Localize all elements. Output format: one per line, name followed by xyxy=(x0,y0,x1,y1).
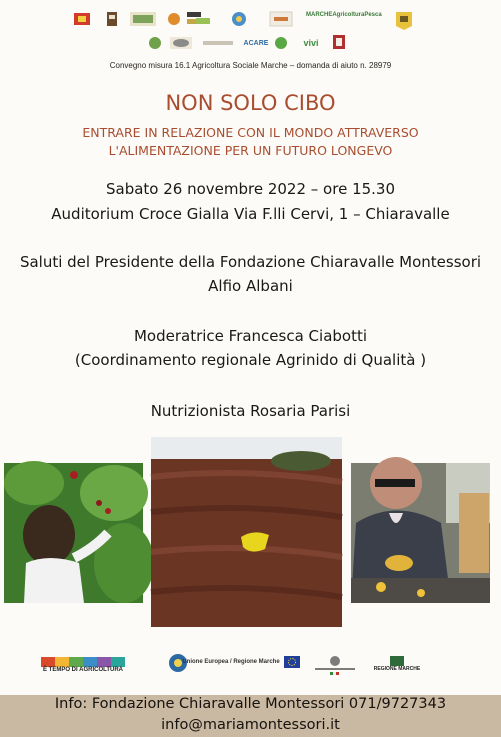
event-date: Sabato 26 novembre 2022 – ore 15.30 xyxy=(105,180,396,198)
greetings-line-1: Saluti del Presidente della Fondazione Chiaravalle Montessori xyxy=(19,253,482,271)
event-venue: Auditorium Croce Gialla Via F.lli Cervi, 1 – Chiaravalle xyxy=(51,205,450,223)
footer-email[interactable]: info@mariamontessori.it xyxy=(161,717,340,733)
logo-vivi: vivi xyxy=(303,38,319,48)
photo-elderly-woman-corn xyxy=(351,463,490,603)
photo-child-picking-cherries xyxy=(4,463,143,603)
logo-7 xyxy=(230,10,248,28)
moderator-line-2: (Coordinamento regionale Agrinido di Qualità ) xyxy=(74,351,427,369)
moderator-line-1: Moderatrice Francesca Ciabotti xyxy=(133,327,368,345)
logo-10 xyxy=(148,36,162,50)
logo-3 xyxy=(130,12,156,26)
footer-info: Info: Fondazione Chiaravalle Montessori 071/9727343 xyxy=(54,696,447,712)
logo-11 xyxy=(170,37,192,49)
logo-8 xyxy=(270,12,292,26)
event-title: NON SOLO CIBO xyxy=(165,91,336,115)
nutritionist-line: Nutrizionista Rosaria Parisi xyxy=(150,402,351,420)
logo-2 xyxy=(104,10,120,30)
italy-emblem-icon xyxy=(310,654,360,676)
convegno-line: Convegno misura 16.1 Agricoltura Sociale Marche – domanda di aiuto n. 28979 xyxy=(109,61,392,70)
logo-regione-marche: REGIONE MARCHE xyxy=(380,654,414,674)
photo-plowed-field xyxy=(151,437,342,627)
logo-12 xyxy=(203,38,233,48)
sponsor-logos-bottom xyxy=(0,648,501,682)
subtitle-line-1: ENTRARE IN RELAZIONE CON IL MONDO ATTRAVERSO xyxy=(82,125,419,140)
sponsor-logos-top xyxy=(0,4,501,56)
logo-ue-regione-marche: Unione Europea / Regione Marche xyxy=(182,659,280,665)
logo-acare: ACARE xyxy=(243,39,269,47)
logo-marche-agricoltura-pesca: MARCHEAgricolturaPesca xyxy=(306,12,382,18)
logo-14 xyxy=(332,34,346,50)
logo-1 xyxy=(72,10,92,28)
subtitle-line-2: L'ALIMENTAZIONE PER UN FUTURO LONGEVO xyxy=(108,143,393,158)
event-subtitle xyxy=(0,124,501,160)
logo-4 xyxy=(166,12,182,26)
logo-6 xyxy=(196,16,210,26)
logo-9 xyxy=(394,10,414,32)
logo-tempo-agricoltura: È TEMPO DI AGRICOLTURA xyxy=(40,654,126,676)
footer-band xyxy=(0,695,501,737)
logo-13 xyxy=(274,36,288,50)
greetings-line-2: Alfio Albani xyxy=(208,277,293,295)
eu-flag-icon xyxy=(284,656,300,668)
